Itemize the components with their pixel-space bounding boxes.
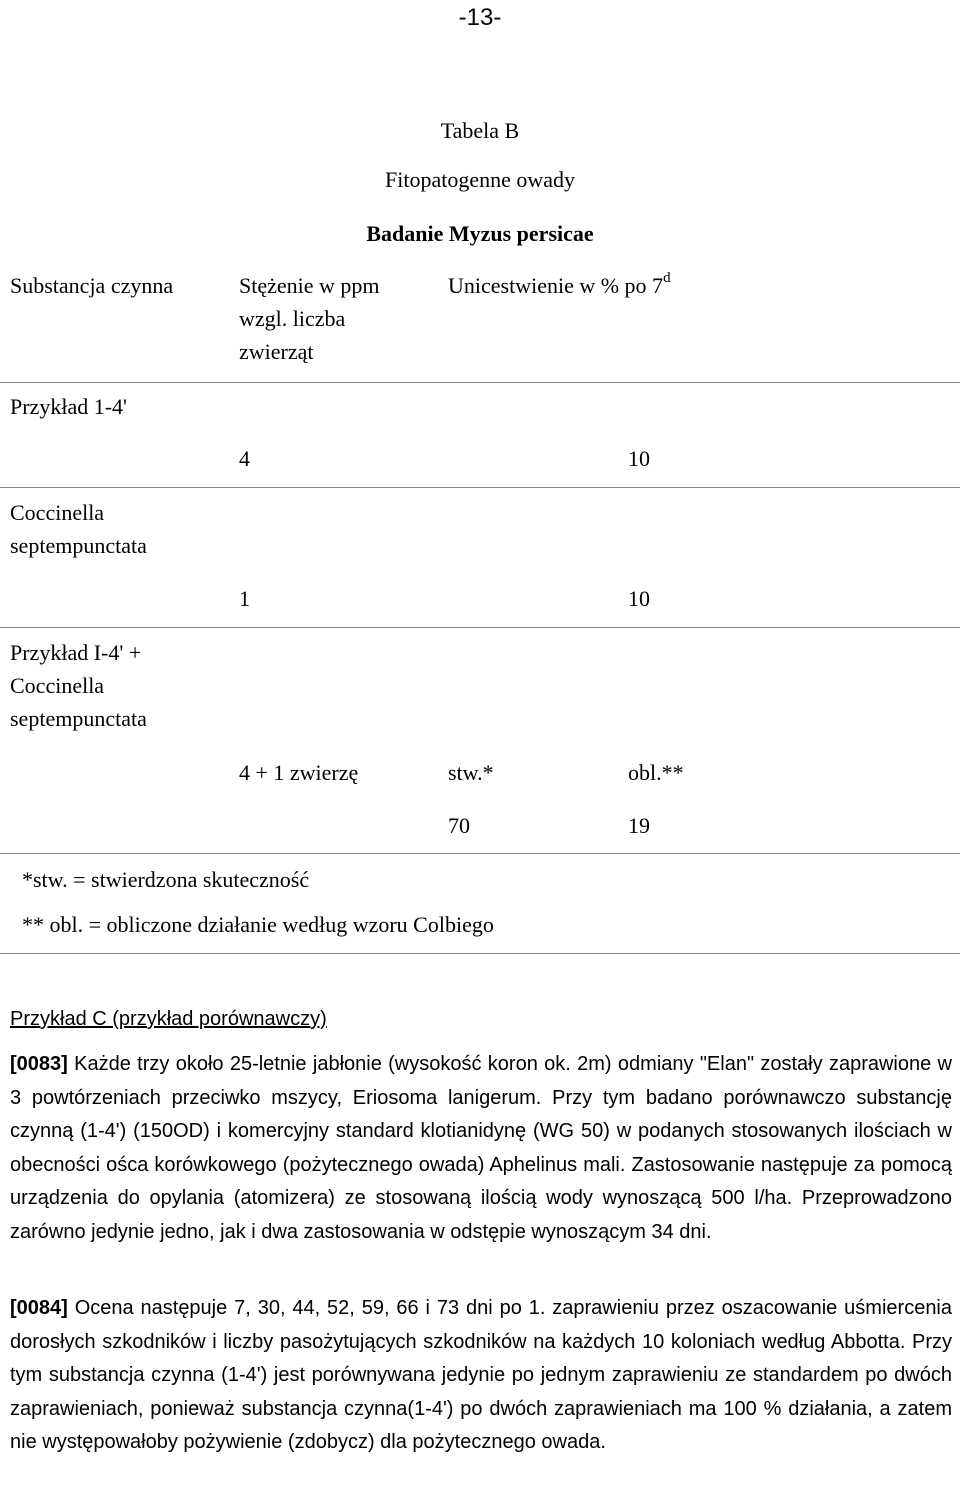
calculated-value: 19	[628, 813, 650, 838]
header-substance: Substancja czynna	[10, 273, 174, 298]
example-heading: Przykład C (przykład porównawczy)	[10, 1008, 327, 1030]
row-2-kill: 10	[628, 586, 650, 611]
calculated-label: obl.**	[628, 760, 684, 785]
header-kill: Unicestwienie w % po 7$^d$	[448, 270, 671, 298]
row-3-substance: Przykład I-4' + Coccinella septempunctata	[10, 640, 147, 731]
paragraph-0084: [0084] Ocena następuje 7, 30, 44, 52, 59, 66 i 73 dni po 1. zaprawieniu przez oszacowanie uśmiercenia dorosłych szkodników i liczby pasożytujących szkodników na każdych 10 koloniach według Abbotta. Przy tym substancja czynna (1-4') jest porównywana jedynie po jednym zaprawieniu ze standardem po dwóch zaprawieniach, ponieważ substancja czynna(1-4') po dwóch zaprawieniach ma 100 % działania, a zatem nie występowałoby pożywienie (zdobycz) dla pożytecznego owada.	[10, 1297, 953, 1453]
divider	[0, 487, 960, 488]
divider	[0, 853, 960, 854]
row-2-substance: Coccinella septempunctata	[10, 500, 147, 558]
row-2-concentration: 1	[239, 586, 250, 611]
paragraph-0083: [0083] Każde trzy około 25-letnie jabłonie (wysokość koron ok. 2m) odmiany "Elan" zostały zaprawione w 3 powtórzeniach przeciwko mszycy, Eriosoma lanigerum. Przy tym badano porównawczo substancję czynną (1-4') (150OD) i komercyjny standard klotianidynę (WG 50) w podanych stosowanych ilościach w obecności ośca korówkowego (pożytecznego owada) Aphelinus mali. Zastosowanie następuje za pomocą urządzenia do opylania (atomizera) ze stosowaną ilością wody wynoszącą 500 l/ha. Przeprowadzono zarówno jedynie jedno, jak i dwa zastosowania w odstępie wynoszącym 34 dni.	[10, 1053, 952, 1243]
test-name: Badanie Myzus persicae	[366, 221, 594, 246]
observed-value: 70	[448, 813, 470, 838]
observed-label: stw.*	[448, 760, 494, 785]
row-3-concentration: 4 + 1 zwierzę	[239, 760, 359, 785]
row-1-kill: 10	[628, 446, 650, 471]
page-number: -13-	[458, 4, 502, 31]
divider	[0, 382, 960, 383]
table-subtitle: Fitopatogenne owady	[384, 167, 576, 192]
row-1-substance: Przykład 1-4'	[10, 394, 127, 419]
table-label: Tabela B	[440, 118, 520, 143]
divider	[0, 627, 960, 628]
header-concentration: Stężenie w ppm wzgl. liczba zwierząt	[239, 273, 380, 364]
footnote-observed: *stw. = stwierdzona skuteczność	[22, 867, 310, 892]
row-1-concentration: 4	[239, 446, 250, 471]
divider	[0, 953, 960, 954]
footnote-calculated: ** obl. = obliczone działanie według wzoru Colbiego	[22, 912, 494, 937]
paragraph-ref: [0084]	[10, 1297, 68, 1319]
paragraph-ref: [0083]	[10, 1053, 68, 1075]
